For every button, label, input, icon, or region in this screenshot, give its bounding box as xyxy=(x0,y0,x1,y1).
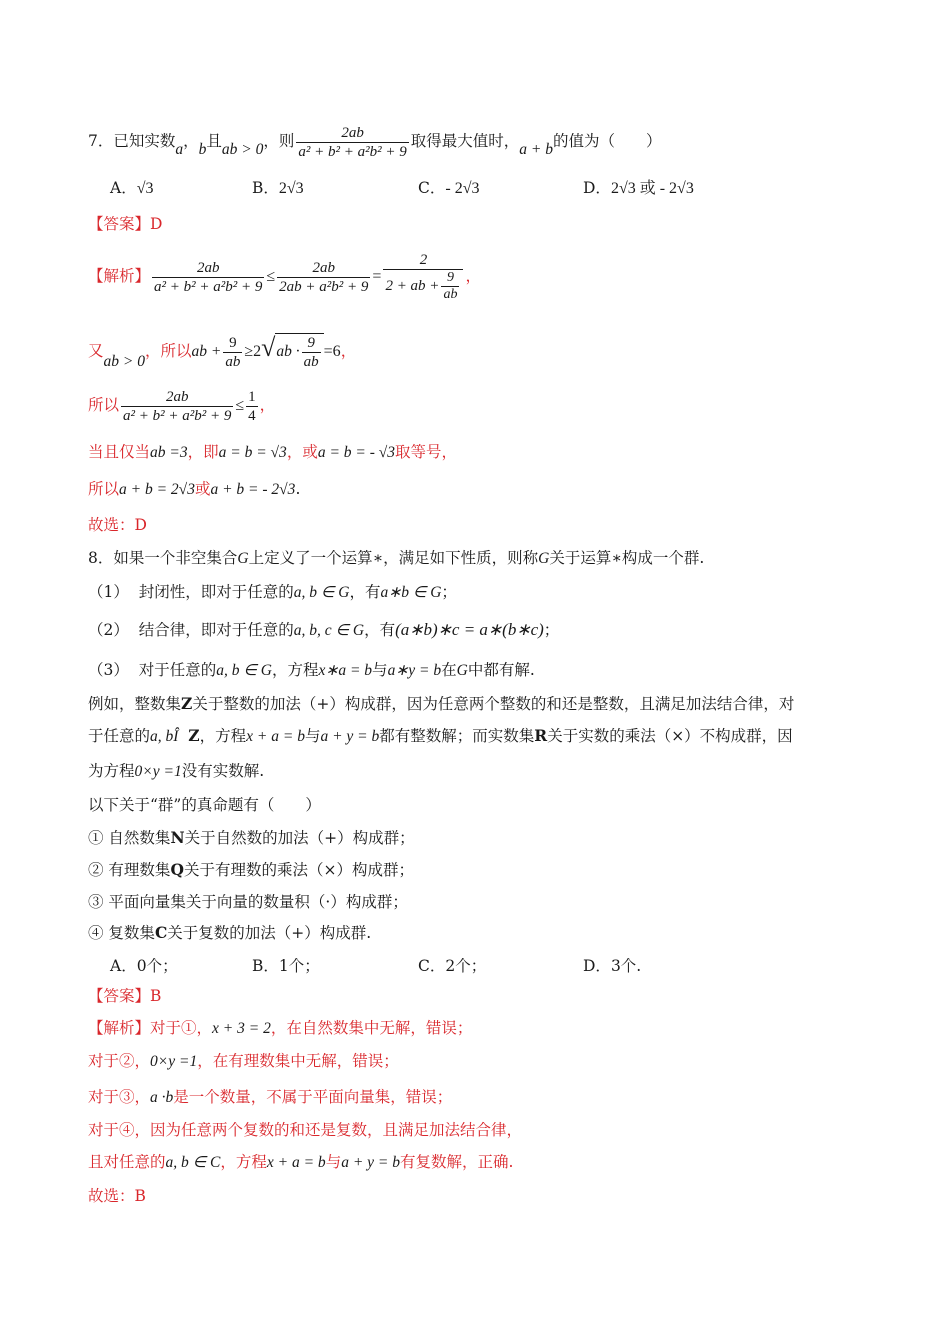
q7-s2-frac-num: 9 xyxy=(229,334,237,351)
q8-p1-c: ； xyxy=(441,583,457,601)
q7-s3-rhs-num: 1 xyxy=(248,388,256,405)
q7-s1-frac3-den xyxy=(383,269,463,303)
q8-option-a-text: 0个； xyxy=(136,957,178,975)
q8-option-d xyxy=(583,955,641,977)
q7-s1-frac3 xyxy=(383,251,463,303)
q7-s4-e1: ab =3 xyxy=(150,444,188,461)
q8-analysis-4: 对于④，因为任意两个复数的和还是复数，且满足加法结合律， xyxy=(88,1121,523,1139)
q7-s3-frac-den: a² + b² + a²b² + 9 xyxy=(123,407,232,424)
q8-option-a xyxy=(110,955,178,977)
q8-question: 以下关于“群”的真命题有（ ） xyxy=(88,796,321,814)
q7-stem-text: 7．已知实数 xyxy=(88,132,176,150)
q7-s1-frac3-num: 2 xyxy=(419,252,428,268)
q8-set-n: N xyxy=(170,828,185,847)
q7-s4-a: 当且仅当 xyxy=(88,443,151,461)
q7-analysis-1 xyxy=(88,244,868,308)
q8-final: 故选：B xyxy=(88,1187,146,1205)
q8-a1-a: 对于①， xyxy=(150,1019,213,1037)
q8-option-a-label: A． xyxy=(110,957,137,975)
q8-option-b-label: B． xyxy=(252,957,279,975)
q7-s1-inner-den: ab xyxy=(443,287,458,302)
q8-a3-e: a ·b xyxy=(150,1089,174,1106)
q8-a5-a: 且对任意的 xyxy=(88,1153,166,1171)
q7-option-a-text: √3 xyxy=(136,180,154,197)
q8-option-c-text: 2个； xyxy=(445,957,487,975)
q8-property-1 xyxy=(88,581,868,604)
q8-analysis-5 xyxy=(88,1151,868,1174)
q7-s3-rhs-den: 4 xyxy=(248,407,256,424)
q8-option-c xyxy=(418,955,486,977)
q7-s2-a: 又 xyxy=(88,342,104,360)
q7-option-a xyxy=(110,177,153,200)
q7-s5-e1: a + b = 2√3 xyxy=(119,481,195,498)
q8-p3-e: 中都有解. xyxy=(467,661,535,679)
q7-s2-expr: ab + xyxy=(191,343,222,360)
q8-property-3 xyxy=(88,659,868,682)
q8-p3-e1: a, b ∈ G xyxy=(216,662,272,679)
q8-a5-b: ，方程 xyxy=(220,1153,267,1171)
q8-ex3-a: 为方程 xyxy=(88,762,135,780)
q8-intro-c: ，满足如下性质，则称 xyxy=(383,549,539,567)
q8-intro xyxy=(88,547,868,570)
q8-a1-e: x + 3 = 2 xyxy=(212,1020,271,1037)
q7-comma: ， xyxy=(183,132,199,150)
q7-s3-frac-num: 2ab xyxy=(165,388,189,405)
q7-option-c-text: - 2√3 xyxy=(445,180,480,197)
q7-s4-e2: a = b = √3 xyxy=(218,444,287,461)
q7-var-a: a xyxy=(175,141,184,158)
q7-option-a-label: A． xyxy=(110,179,137,197)
q7-s4-b: ，即 xyxy=(187,443,219,461)
q8-p1-e2: a∗b ∈ G xyxy=(380,584,442,601)
q7-stem-b: 取得最大值时， xyxy=(410,132,520,150)
q8-star-op-2: ∗ xyxy=(611,549,622,567)
q8-i4-b: 关于复数的加法（+）构成群. xyxy=(167,924,372,942)
q8-p3-e2: x∗a = b xyxy=(318,662,373,679)
q8-p3-label: （3） xyxy=(88,661,129,679)
q8-a3-b: 是一个数量，不属于平面向量集，错误； xyxy=(173,1088,453,1106)
q8-a5-d: 有复数解，正确. xyxy=(400,1153,514,1171)
q8-ex2-b: ，方程 xyxy=(199,727,247,745)
q8-item-2 xyxy=(88,859,868,881)
q8-item-4 xyxy=(88,922,868,944)
q7-analysis-3 xyxy=(88,382,868,428)
q7-s1-inner-frac xyxy=(441,270,459,303)
q7-s1-end: ， xyxy=(465,267,481,285)
q7-s2-radicand-a: ab · xyxy=(276,343,300,360)
q8-ex2-d: 都有整数解；而实数集 xyxy=(379,727,535,745)
q8-a3-a: 对于③， xyxy=(88,1088,151,1106)
q8-option-d-text: 3个. xyxy=(610,957,642,975)
q7-analysis-5 xyxy=(88,478,868,501)
q7-s2-end: ， xyxy=(340,342,357,360)
q7-s2-inner-den: ab xyxy=(303,353,319,370)
q8-i4-a: ④ 复数集 xyxy=(88,924,155,942)
q7-s2-inner-frac xyxy=(302,334,321,371)
q8-analysis-2 xyxy=(88,1050,868,1073)
q7-s2-eq: =6 xyxy=(323,343,341,360)
q7-analysis-label: 【解析】 xyxy=(88,267,151,285)
q8-intro-b: 上定义了一个运算 xyxy=(248,549,373,567)
q7-option-d-label: D． xyxy=(583,179,611,197)
q7-s3-le: ≤ xyxy=(235,397,245,414)
q7-s2-frac xyxy=(223,334,242,371)
q8-p3-a: 对于任意的 xyxy=(138,661,217,679)
q8-a2-a: 对于②， xyxy=(88,1052,151,1070)
q7-s3-frac xyxy=(121,388,233,425)
q7-analysis-4 xyxy=(88,441,868,464)
q7-answer: 【答案】D xyxy=(88,215,163,233)
q8-item-1 xyxy=(88,827,868,849)
q8-a1-b: ，在自然数集中无解，错误； xyxy=(270,1019,473,1037)
q8-intro-d: 关于运算 xyxy=(549,549,612,567)
q8-p2-b: ，有 xyxy=(364,621,396,639)
q8-p3-g: G xyxy=(456,662,468,679)
q8-example-1 xyxy=(88,693,868,715)
q8-p1-b: ，有 xyxy=(349,583,381,601)
q7-s5-b: 或 xyxy=(194,480,211,498)
q8-example-3 xyxy=(88,760,868,783)
q8-property-2 xyxy=(88,619,868,642)
q7-s2-frac-den: ab xyxy=(225,353,241,370)
q7-stem xyxy=(88,118,868,164)
q8-p1-a: 封闭性，即对于任意的 xyxy=(138,583,294,601)
q8-ex3-e: 0×y =1 xyxy=(134,763,182,780)
q8-i1-a: ① 自然数集 xyxy=(88,829,171,847)
q8-option-d-label: D． xyxy=(583,957,611,975)
q8-ex2-a: 于任意的 xyxy=(88,727,151,745)
q7-option-d xyxy=(583,177,694,200)
q7-frac-den: a² + b² + a²b² + 9 xyxy=(298,143,407,160)
q8-ex3-b: 没有实数解. xyxy=(181,762,265,780)
q7-option-c-label: C． xyxy=(418,179,446,197)
q8-option-c-label: C． xyxy=(418,957,446,975)
q8-set-q: Q xyxy=(170,860,184,879)
q7-option-b-label: B． xyxy=(252,179,279,197)
q7-s4-c: ，或 xyxy=(286,443,318,461)
q8-star-op: ∗ xyxy=(372,549,384,567)
q7-frac-num: 2ab xyxy=(341,124,364,141)
q8-set-z-2: Z xyxy=(188,726,200,745)
q8-item-3: ③ 平面向量集关于向量的数量积（·）构成群； xyxy=(88,893,408,911)
q8-p3-e3: a∗y = b xyxy=(387,662,442,679)
q8-ex1-a: 例如，整数集 xyxy=(88,695,182,713)
q8-i1-b: 关于自然数的加法（+）构成群； xyxy=(184,829,415,847)
q8-a2-e: 0×y =1 xyxy=(150,1053,198,1070)
q8-p2-a: 结合律，即对于任意的 xyxy=(138,621,294,639)
q8-set-g-2: G xyxy=(538,550,550,567)
q7-s1-frac3-den-a: 2 + ab + xyxy=(385,277,440,294)
q8-set-z: Z xyxy=(181,694,193,713)
q8-p2-label: （2） xyxy=(88,621,129,639)
radical-icon: √ xyxy=(261,333,276,362)
q7-analysis-2 xyxy=(88,324,868,372)
q7-s1-frac1-num: 2ab xyxy=(196,259,220,276)
q8-a2-b: ，在有理数集中无解，错误； xyxy=(197,1052,399,1070)
q7-s5-c: . xyxy=(295,480,301,498)
q7-final: 故选：D xyxy=(88,516,147,534)
q8-ex2-c: 与 xyxy=(304,727,321,745)
q7-option-d-text: 2√3 或 - 2√3 xyxy=(610,180,694,197)
q8-ex2-e2: x + a = b xyxy=(246,728,305,745)
q7-s3-end: ， xyxy=(259,396,276,414)
q8-i2-b: 关于有理数的乘法（×）构成群； xyxy=(183,861,414,879)
q7-s5-e2: a + b = - 2√3 xyxy=(210,481,296,498)
q8-analysis-label: 【解析】 xyxy=(88,1019,151,1037)
q8-example-2 xyxy=(88,725,868,748)
q8-p2-e2: (a∗b)∗c = a∗(b∗c) xyxy=(395,620,544,639)
q8-i2-a: ② 有理数集 xyxy=(88,861,171,879)
q7-s2-b: ，所以 xyxy=(144,342,192,360)
q8-analysis-1 xyxy=(88,1017,868,1040)
q8-a5-c: 与 xyxy=(325,1153,342,1171)
q7-s2-ge: ≥2 xyxy=(244,343,262,360)
q7-s1-frac1-den: a² + b² + a²b² + 9 xyxy=(154,278,263,295)
q7-option-b-text: 2√3 xyxy=(278,180,304,197)
q7-s1-frac2-num: 2ab xyxy=(312,259,336,276)
q8-ex2-e3: a + y = b xyxy=(320,728,380,745)
q7-stem-c: 的值为（ ） xyxy=(552,132,662,150)
q7-s2-cond: ab > 0 xyxy=(103,353,145,370)
q7-s4-d: 取等号， xyxy=(395,443,458,461)
q8-a5-e1: a, b ∈ C xyxy=(165,1154,221,1171)
q8-p2-c: ； xyxy=(543,621,560,639)
q8-ex1-b: 关于整数的加法（+）构成群，因为任意两个整数的和还是整数，且满足加法结合律，对 xyxy=(192,695,795,713)
q7-s1-frac1 xyxy=(152,259,264,296)
q7-condition: ab > 0 xyxy=(221,141,264,158)
q7-and: 且 xyxy=(206,132,222,150)
q7-s1-eq: = xyxy=(372,268,382,285)
q8-answer: 【答案】B xyxy=(88,987,162,1005)
q8-ex2-f: 关于实数的乘法（×）不构成群，因 xyxy=(547,727,793,745)
q8-p3-c: 与 xyxy=(372,661,388,679)
q7-target: a + b xyxy=(519,141,553,158)
q7-option-b xyxy=(252,177,304,200)
q7-s1-frac2 xyxy=(277,259,370,296)
q7-fraction xyxy=(296,124,408,161)
q8-p2-e1: a, b, c ∈ G xyxy=(293,622,365,639)
q8-intro-a: 8．如果一个非空集合 xyxy=(88,549,238,567)
q7-s1-inner-num: 9 xyxy=(446,270,454,285)
q7-then: ，则 xyxy=(263,132,295,150)
q8-set-r: R xyxy=(534,726,548,745)
q8-ex2-e1: a, bÎ xyxy=(150,728,179,745)
q7-option-c xyxy=(418,177,479,200)
q8-p3-b: ，方程 xyxy=(271,661,319,679)
q7-var-b: b xyxy=(198,141,207,158)
q7-s2-inner-num: 9 xyxy=(307,334,315,351)
q8-a5-e2: x + a = b xyxy=(266,1154,326,1171)
q7-s2-radicand xyxy=(275,333,323,371)
q8-set-g: G xyxy=(237,550,249,567)
q7-s1-le: ≤ xyxy=(266,268,276,285)
q8-option-b-text: 1个； xyxy=(278,957,320,975)
q7-s3-a: 所以 xyxy=(88,396,120,414)
q8-p3-d: 在 xyxy=(441,661,457,679)
q8-set-c: C xyxy=(154,923,168,942)
q8-intro-e: 构成一个群. xyxy=(621,549,705,567)
q8-p1-label: （1） xyxy=(88,583,129,601)
q7-s3-rhs-frac xyxy=(246,388,258,425)
q7-s1-frac2-den: 2ab + a²b² + 9 xyxy=(279,278,369,295)
q8-option-b xyxy=(252,955,320,977)
q8-p1-e1: a, b ∈ G xyxy=(293,584,350,601)
q8-a5-e3: a + y = b xyxy=(341,1154,401,1171)
q7-s5-a: 所以 xyxy=(88,480,120,498)
q8-analysis-3 xyxy=(88,1086,868,1109)
q7-s4-e3: a = b = - √3 xyxy=(317,444,396,461)
